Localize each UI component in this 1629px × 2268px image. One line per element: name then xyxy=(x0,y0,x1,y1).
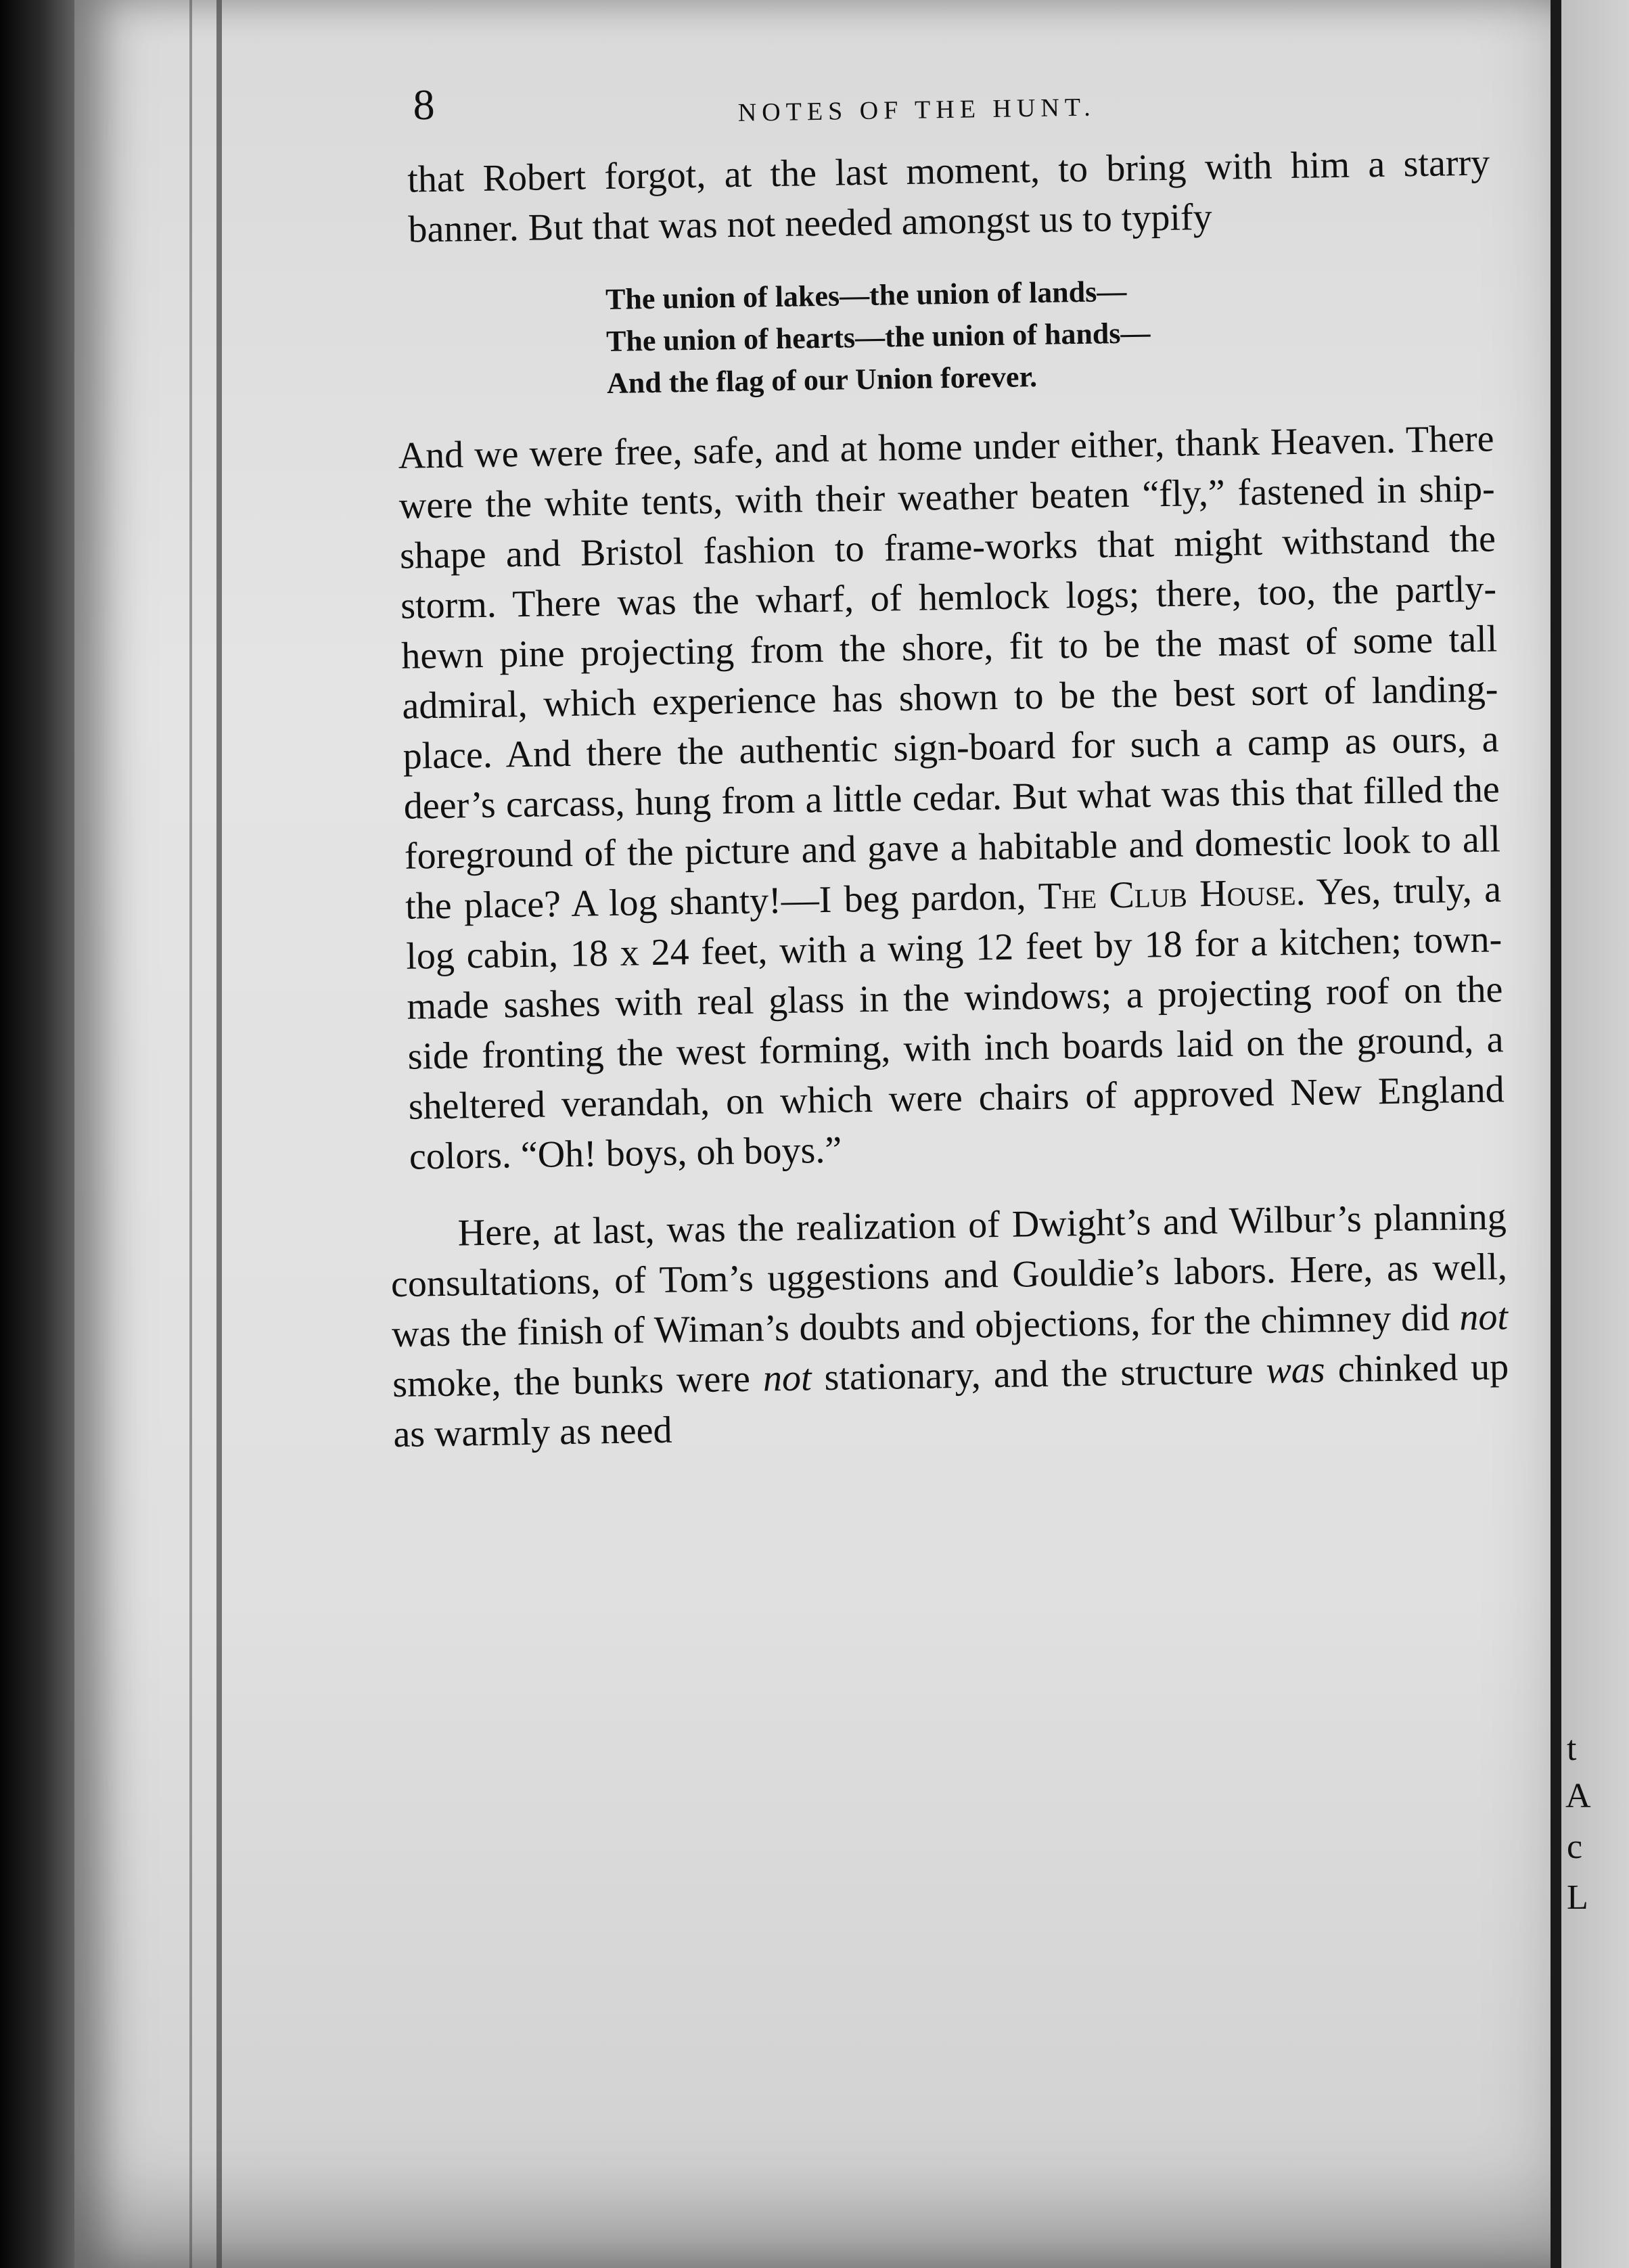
paragraph-3-text: stationary, and the structure xyxy=(810,1349,1266,1399)
paragraph-3-text: Here, at last, was the realization of Dwight’s and Wilbur’s planning consultations, of Tom’s uggestions and Gouldie’s labors. Here, as well, was the finish of Wiman’s doubts and objections, for the chimney did xyxy=(390,1196,1508,1356)
paragraph-3 xyxy=(363,1192,1510,1459)
paragraph-2-text-continued: Yes, truly, a log cabin, 18 x 24 feet, with a wing 12 feet by 18 for a kitchen; town-made sashes with real glass in the windows; a projecting roof on the side fronting the west forming, with inch boards laid on the ground, a sheltered verandah, on which were chairs of approved New England colors. “Oh! boys, oh boys.” xyxy=(405,868,1505,1178)
gutter-line xyxy=(216,0,222,2268)
bleed-letter: t xyxy=(1567,1729,1577,1768)
verse-line: The union of lakes—the union of lands— xyxy=(605,274,1127,316)
italic-not: not xyxy=(1459,1296,1509,1339)
italic-not: not xyxy=(762,1357,812,1400)
bleed-letter: L xyxy=(1567,1878,1588,1917)
gutter-shadow-line xyxy=(189,0,192,2268)
bleed-letter: c xyxy=(1567,1828,1583,1866)
paragraph-2 xyxy=(350,413,1505,1182)
verse-line: The union of hearts—the union of hands— xyxy=(605,316,1151,358)
italic-was: was xyxy=(1265,1348,1326,1392)
paragraph-3-text: smoke, the bunks were xyxy=(392,1357,764,1406)
page-text xyxy=(345,64,1509,1460)
page-edge-rule xyxy=(1551,0,1561,2268)
paragraph-2-text: And we were free, safe, and at home under either, thank Heaven. There were the white tents, with their weather beaten “fly,” fastened in ship-shape and Bristol fashion to frame-works that might withstand the storm. There was the wharf, of hemlock logs; there, too, the partly-hewn pine projecting from the shore, fit to be the mast of some tall admiral, which experience has shown to be the best sort of landing-place. And there the authentic sign-board for such a camp as ours, a deer’s carcass, hung from a little cedar. But what was this that filled the foreground of the picture and gave a habitable and domestic look to all the place? A log shanty!—I beg pardon, xyxy=(398,417,1501,928)
running-title: NOTES OF THE HUNT. xyxy=(737,93,1096,127)
paragraph-3-text: chinked up as warmly as need xyxy=(392,1346,1509,1456)
paragraph-1: that Robert forgot, at the last moment, to bring with him a starry banner. But that was not needed amongst us to typify xyxy=(407,141,1490,251)
bleed-letter: A xyxy=(1565,1777,1591,1815)
verse-line: And the flag of our Union forever. xyxy=(606,359,1038,400)
page-number: 8 xyxy=(413,80,436,129)
club-house-smallcaps: The Club House. xyxy=(1038,871,1306,918)
verse-quote xyxy=(605,265,1487,405)
facing-page-strip xyxy=(1561,0,1629,2268)
